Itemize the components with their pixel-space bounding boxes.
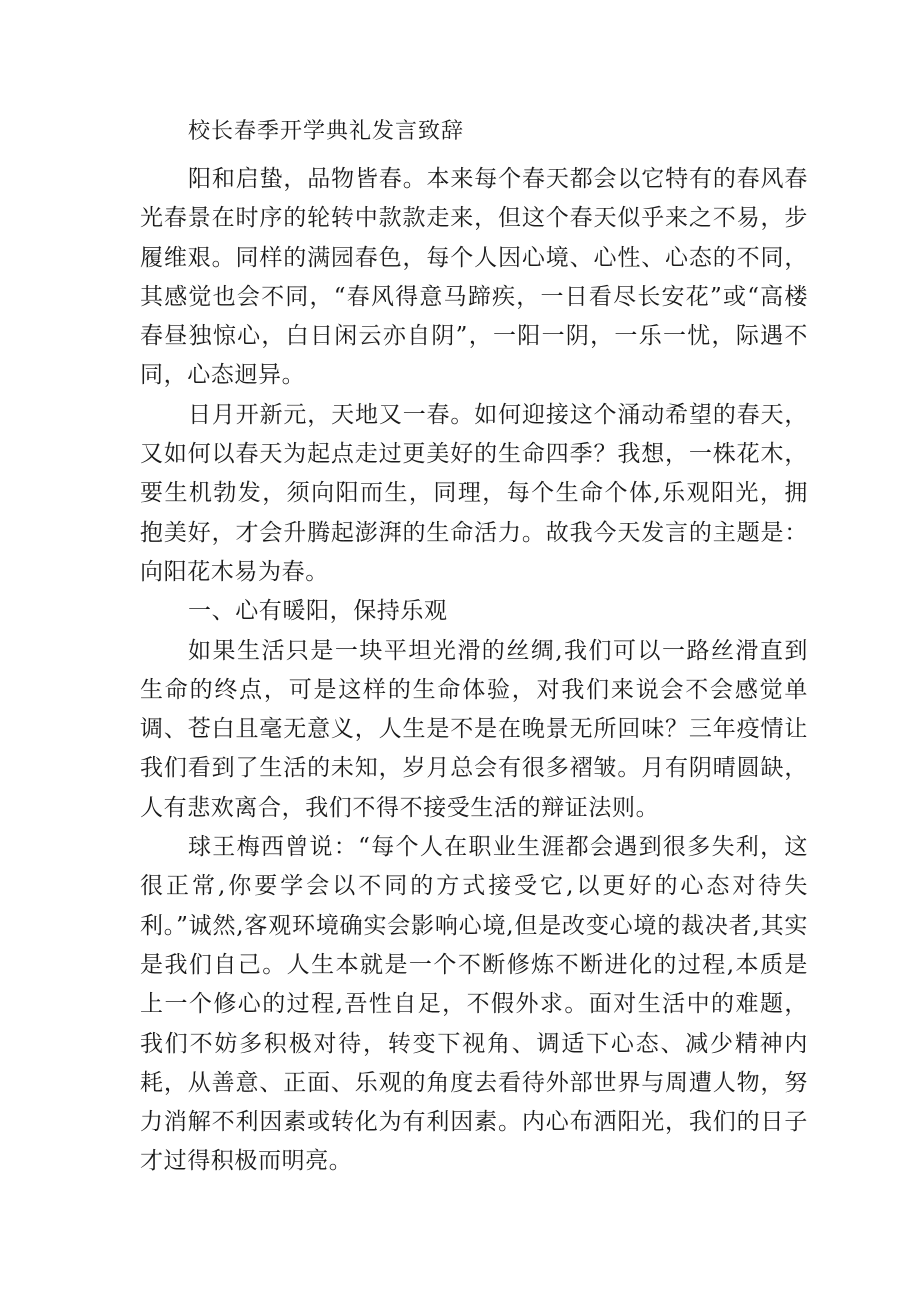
paragraph-opening: 阳和启蛰，品物皆春。本来每个春天都会以它特有的春风春光春景在时序的轮转中款款走来，但这个春天似乎来之不易，步履维艰。同样的满园春色，每个人因心境、心性、心态的不同，其感觉也会不同，“春风得意马蹄疾，一日看尽长安花”或“高楼春昼独惊心，白日闲云亦自阴”，一阳一阴，一乐一忧，际遇不同，心态迥异。 (140, 166, 808, 389)
paragraph-theme: 日月开新元，天地又一春。如何迎接这个涌动希望的春天，又如何以春天为起点走过更美好的生命四季？我想，一株花木，要生机勃发，须向阳而生，同理，每个生命个体,乐观阳光，拥抱美好，才会升腾起澎湃的生命活力。故我今天发言的主题是：向阳花木易为春。 (140, 401, 808, 585)
paragraph-section-1: 如果生活只是一块平坦光滑的丝绸,我们可以一路丝滑直到生命的终点，可是这样的生命体验，对我们来说会不会感觉单调、苍白且毫无意义，人生是不是在晚景无所回味？三年疫情让我们看到了生活的未知，岁月总会有很多褶皱。月有阴晴圆缺，人有悲欢离合，我们不得不接受生活的辩证法则。 (140, 637, 808, 821)
document-title: 校长春季开学典礼发言致辞 (188, 119, 465, 144)
section-heading: 一、心有暖阳，保持乐观 (188, 598, 448, 625)
document-body (140, 160, 808, 1182)
paragraph-section-2: 球王梅西曾说：“每个人在职业生涯都会遇到很多失利，这很正常,你要学会以不同的方式接受它,以更好的心态对待失利。”诚然,客观环境确实会影响心境,但是改变心境的裁决者,其实是我们自己。人生本就是一个不断修炼不断进化的过程,本质是上一个修心的过程,吾性自足，不假外求。面对生活中的难题，我们不妨多积极对待，转变下视角、调适下心态、减少精神内耗，从善意、正面、乐观的角度去看待外部世界与周遭人物，努力消解不利因素或转化为有利因素。内心布洒阳光，我们的日子才过得积极而明亮。 (140, 834, 808, 1175)
